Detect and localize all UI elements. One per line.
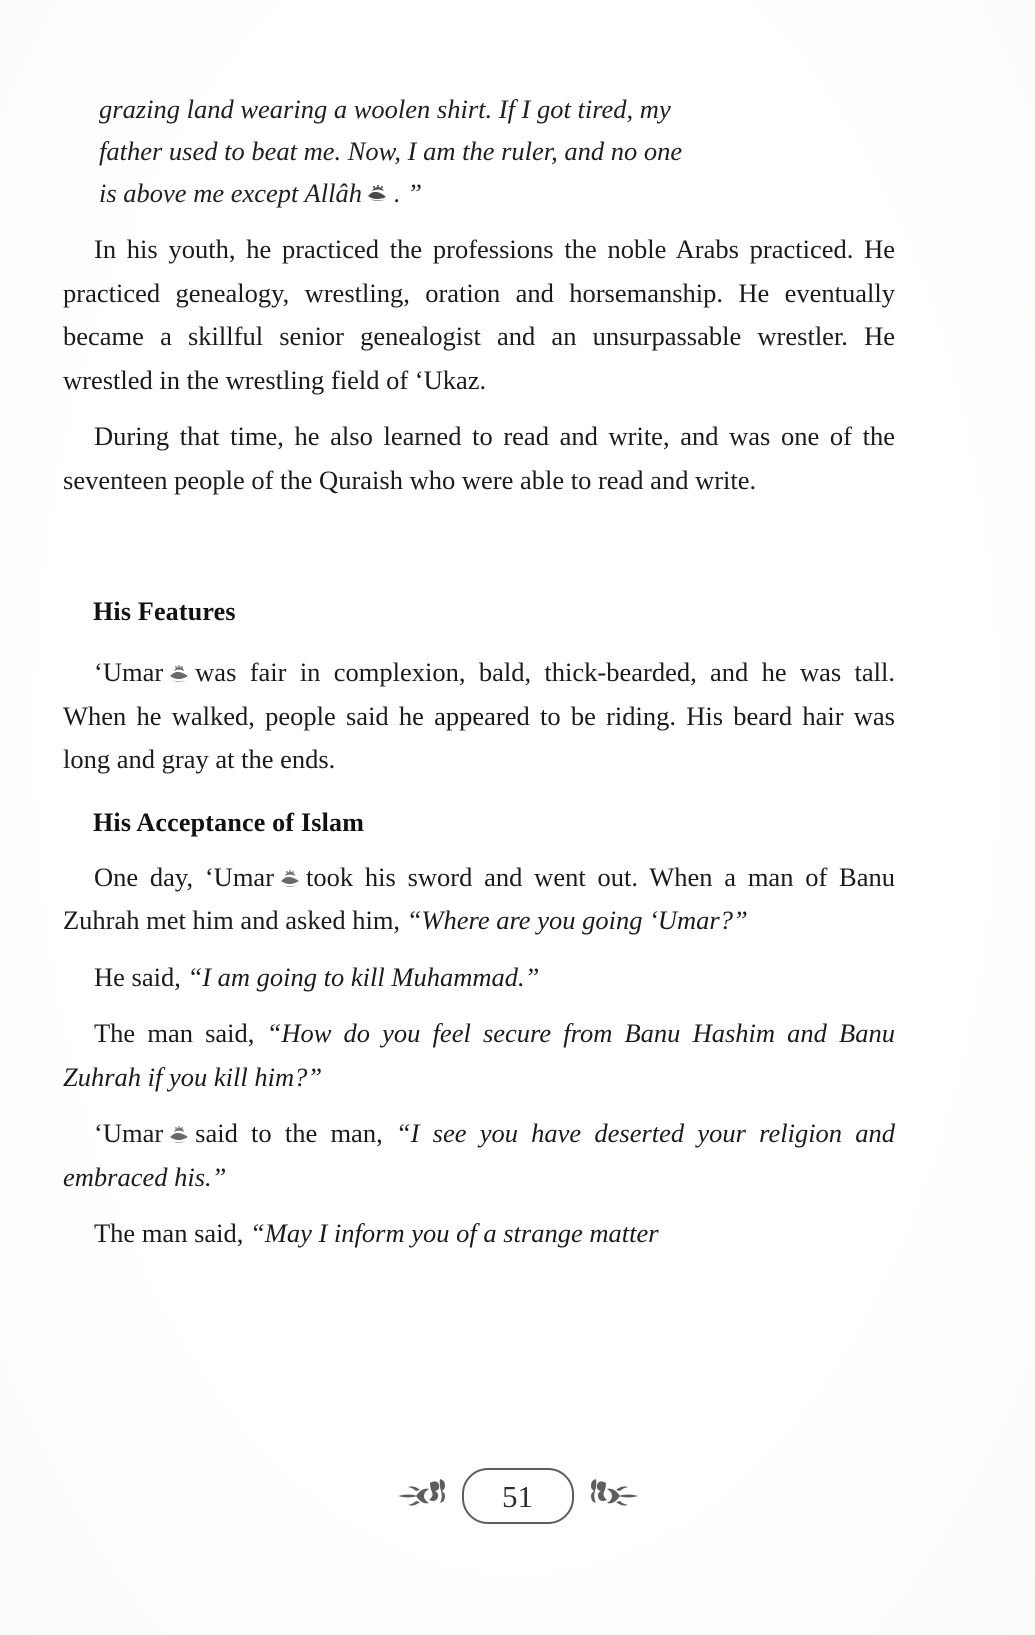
quote-kill-muhammad: “I am going to kill Muhammad.” [187, 961, 540, 992]
umar-name: ‘Umar [94, 1118, 164, 1148]
paragraph-man-said-strange-matter [63, 1212, 895, 1256]
page-footer-folio [0, 1468, 1035, 1524]
quote-deserted-your-religion: “I see you have deserted your religion and embraced his.” [63, 1118, 896, 1192]
radiyallahu-anhu-glyph-icon [277, 867, 303, 889]
paragraph-one-day [63, 856, 895, 943]
paragraph-his-features-text: was fair in complexion, bald, thick-bearded, and he was tall. When he walked, people said he appeared to be riding. His beard hair was long and gray at the ends. [63, 657, 895, 774]
section-heading-his-acceptance: His Acceptance of Islam [93, 807, 365, 837]
paragraph-read-and-write [63, 415, 895, 502]
page-number: 51 [502, 1478, 533, 1514]
heading-block-his-acceptance [63, 806, 895, 840]
quote-line-2: father used to beat me. Now, I am the ruler, and no one [99, 136, 683, 166]
continued-quotation [63, 88, 895, 214]
page-content [63, 88, 895, 1269]
radiyallahu-anhu-glyph-icon [166, 1123, 192, 1145]
umar-name: ‘Umar [94, 657, 164, 687]
allah-azzawajal-glyph-icon [365, 183, 391, 205]
quote-closing-punct: . ” [393, 178, 422, 208]
paragraph-umar-said-to-man [63, 1112, 895, 1199]
quote-strange-matter: “May I inform you of a strange matter [250, 1218, 659, 1248]
section-heading-his-features: His Features [93, 597, 236, 626]
leaf-flourish-icon-left [396, 1473, 470, 1519]
quote-line-3 [99, 172, 895, 214]
man-said-lead: The man said, [94, 1018, 255, 1048]
page-number-badge [462, 1468, 574, 1524]
man-said-lead: The man said, [94, 1218, 244, 1248]
paragraph-his-youth-text: In his youth, he practiced the professions the noble Arabs practiced. He practiced genealogy, wrestling, oration and horsemanship. He eventually became a skillful senior genealogist and an unsurpassable wrestler. He wrestled in the wrestling field of ‘Ukaz. [63, 234, 895, 395]
heading-block-his-features [63, 595, 895, 629]
paragraph-his-features [63, 651, 895, 782]
paragraph-he-said [63, 956, 895, 1000]
radiyallahu-anhu-glyph-icon [166, 662, 192, 684]
paragraph-his-youth [63, 228, 895, 402]
paragraph-read-and-write-text: During that time, he also learned to read and write, and was one of the seventeen people of the Quraish who were able to read and write. [63, 421, 895, 495]
he-said-lead: He said, [94, 961, 181, 992]
quote-line-1: grazing land wearing a woolen shirt. If I got tired, my [99, 94, 671, 124]
leaf-flourish-icon-right [566, 1473, 640, 1519]
umar-said-mid: said to the man, [195, 1118, 383, 1148]
paragraph-man-said-secure [63, 1012, 895, 1099]
one-day-mid: took his sword and went out. When a man of Banu Zuhrah met him and asked him, [63, 861, 895, 935]
quote-how-do-you-feel-secure: “How do you feel secure from Banu Hashim and Banu Zuhrah if you kill him?” [63, 1018, 895, 1092]
quote-line-3-text: is above me except Allâh [99, 178, 362, 208]
one-day-lead: One day, ‘Umar [94, 861, 275, 892]
quote-where-are-you-going: “Where are you going ‘Umar?” [406, 905, 748, 935]
section-spacer [63, 515, 895, 523]
